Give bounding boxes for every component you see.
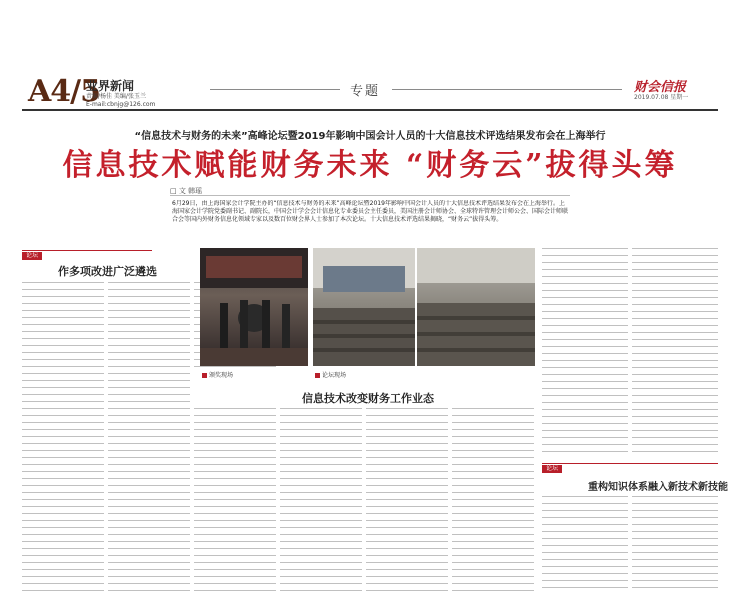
right-section-rule [542, 463, 718, 464]
article-kicker: “信息技术与财务的未来”高峰论坛暨2019年影响中国会计人员的十大信息技术评选结果发布会在上海举行 [134, 131, 606, 142]
left-section-tag: 论坛 [22, 252, 42, 260]
header-rule [22, 109, 718, 111]
right-text-col-4 [632, 496, 718, 594]
page-number: A4/5 [28, 74, 100, 109]
article-headline: 信息技术赋能财务未来 “财务云”拔得头筹 [62, 148, 678, 183]
byline-divider [170, 195, 570, 196]
award-ceremony-photo [200, 248, 308, 366]
editor-info: 责编/杨佳 美编/张玉兰 E-mail:cbnjg@126.com [86, 93, 156, 108]
forum-venue-photo [313, 248, 415, 366]
article-lead: 6月29日，由上海国家会计学院主办的“信息技术与财务的未来”高峰论坛暨2019年影响中国会计人员的十大信息技术评选结果发布会在上海举行。上海国家会计学院党委副书记、副院长，中国会计学会会计信息化专业委员会主任委员，美国注册会计师协会、全球特许管理会计师公会、国际会计师联合会等国内外财务信息化领域专家以及数百位财会界人士参加了本次论坛。十大信息技术评选结果揭晓，“财务云”拔得头筹。 [172, 200, 568, 223]
middle-text-col-4 [452, 408, 534, 594]
forum-venue-photo-right [417, 248, 535, 366]
topic-line-left [210, 89, 340, 90]
issue-date: 2019.07.08 星期一 [634, 94, 689, 101]
middle-text-col-3 [366, 408, 448, 594]
middle-text-col-2 [280, 408, 362, 594]
page-header [0, 0, 740, 118]
right-text-col-3 [542, 496, 628, 594]
forum-photo-art [313, 248, 415, 366]
article-byline: □ 文 韩瑶 [170, 187, 203, 195]
right-text-col-2 [632, 248, 718, 458]
left-text-col-1 [22, 282, 104, 594]
caption-marker-icon [202, 373, 207, 378]
newspaper-logo: 财会信报 [634, 80, 687, 95]
left-section-rule [22, 250, 152, 251]
left-text-col-2 [108, 282, 190, 594]
photo2-caption: 论坛现场 [315, 370, 346, 379]
topic-line-right [392, 89, 622, 90]
right-subhead: 重构知识体系融入新技术新技能 [588, 482, 728, 493]
topic-label: 专题 [350, 84, 381, 99]
section-name: 业界新闻 [86, 79, 135, 93]
caption-marker-icon [315, 373, 320, 378]
photo1-caption: 颁奖现场 [202, 370, 233, 379]
right-section-tag: 论坛 [542, 465, 562, 473]
award-photo-art [200, 248, 308, 366]
left-subhead: 作多项改进广泛遴选 [58, 265, 157, 278]
middle-subhead: 信息技术改变财务工作业态 [302, 392, 434, 405]
middle-text-col-1 [194, 408, 276, 594]
right-text-col-1 [542, 248, 628, 458]
forum-photo-art-right [417, 248, 535, 366]
